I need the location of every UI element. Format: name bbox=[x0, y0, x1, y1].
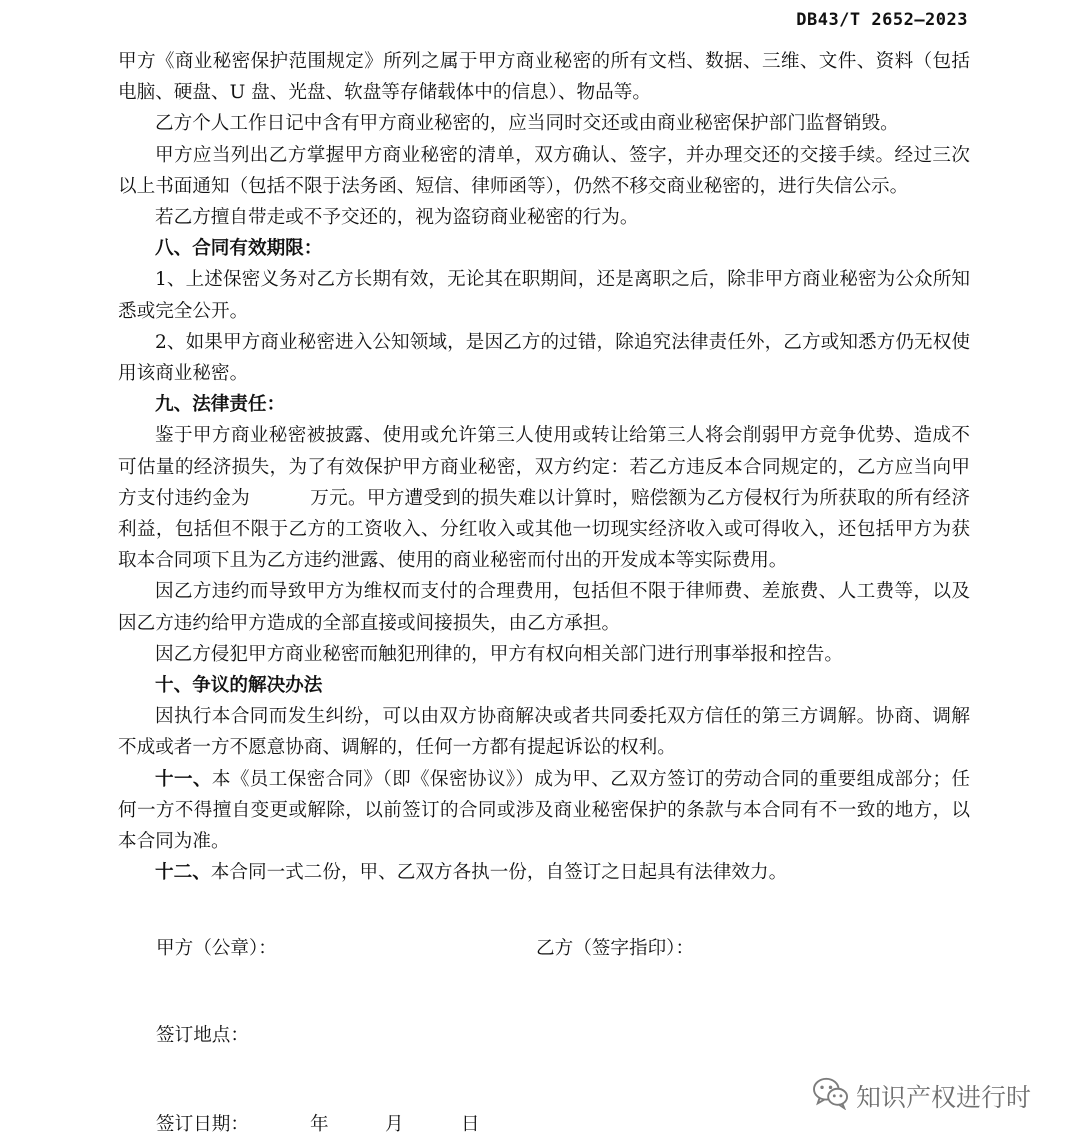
date-year-label: 年 bbox=[310, 1114, 329, 1135]
paragraph-materials: 甲方《商业秘密保护范围规定》所列之属于甲方商业秘密的所有文档、数据、三维、文件、资料（包括电脑、硬盘、U 盘、光盘、软盘等存储载体中的信息）、物品等。 bbox=[118, 51, 970, 104]
paragraph-8-2: 2、如果甲方商业秘密进入公知领域，是因乙方的过错，除追究法律责任外，乙方或知悉方仍无权使用该商业秘密。 bbox=[118, 331, 970, 385]
paragraph-9-1-part-b: 万元。甲方遭受到的损失难以计算时，赔偿额为乙方侵权行为所获取的所有经济利益，包括但不限于乙方的工资收入、分红收入或其他一切现实经济收入或可得收入，还包括甲方为获取本合同项下且为乙方违约泄露、使用的商业秘密而付出的开发成本等实际费用。 bbox=[118, 487, 970, 572]
signing-date-label: 签订日期： bbox=[156, 1114, 249, 1135]
paragraph-9-2: 因乙方违约而导致甲方为维权而支付的合理费用，包括但不限于律师费、差旅费、人工费等，以及因乙方违约给甲方造成的全部直接或间接损失，由乙方承担。 bbox=[118, 581, 970, 634]
paragraph-11-text: 本《员工保密合同》（即《保密协议》）成为甲、乙双方签订的劳动合同的重要组成部分；任何一方不得擅自变更或解除，以前签订的合同或涉及商业秘密保护的条款与本合同有不一致的地方，以本合同为准。 bbox=[118, 768, 970, 853]
paragraph-11 bbox=[118, 764, 970, 858]
paragraph-diary: 乙方个人工作日记中含有甲方商业秘密的，应当同时交还或由商业秘密保护部门监督销毁。 bbox=[155, 113, 899, 135]
heading-section-8: 八、合同有效期限： bbox=[155, 238, 323, 260]
watermark-text: 知识产权进行时 bbox=[856, 1083, 1032, 1112]
signing-place-label: 签订地点： bbox=[156, 1025, 249, 1046]
paragraph-10-1: 因执行本合同而发生纠纷，可以由双方协商解决或者共同委托双方信任的第三方调解。协商、调解不成或者一方不愿意协商、调解的，任何一方都有提起诉讼的权利。 bbox=[118, 706, 970, 759]
party-a-seal-label: 甲方（公章）： bbox=[156, 938, 277, 959]
paragraph-9-3: 因乙方侵犯甲方商业秘密而触犯刑律的，甲方有权向相关部门进行刑事举报和控告。 bbox=[155, 643, 843, 665]
paragraph-handover: 甲方应当列出乙方掌握甲方商业秘密的清单，双方确认、签字，并办理交还的交接手续。经过三次以上书面通知（包括不限于法务函、短信、律师函等），仍然不移交商业秘密的，进行失信公示。 bbox=[118, 144, 970, 197]
wechat-icon bbox=[812, 1076, 850, 1116]
contract-body bbox=[118, 46, 970, 888]
date-day-label: 日 bbox=[461, 1114, 480, 1135]
paragraph-12-text: 本合同一式二份，甲、乙双方各执一份，自签订之日起具有法律效力。 bbox=[210, 862, 788, 884]
heading-section-9: 九、法律责任： bbox=[155, 394, 286, 416]
document-code: DB43/T 2652—2023 bbox=[796, 10, 968, 30]
paragraph-theft: 若乙方擅自带走或不予交还的，视为盗窃商业秘密的行为。 bbox=[155, 207, 639, 229]
paragraph-12 bbox=[118, 857, 970, 888]
heading-section-12: 十二、 bbox=[155, 862, 211, 884]
paragraph-8-1: 1、上述保密义务对乙方长期有效，无论其在职期间，还是离职之后，除非甲方商业秘密为公众所知悉或完全公开。 bbox=[118, 269, 970, 322]
heading-section-10: 十、争议的解决办法 bbox=[155, 675, 323, 697]
paragraph-9-1-part-a: 鉴于甲方商业秘密被披露、使用或允许第三人使用或转让给第三人将会削弱甲方竞争优势、造成不可估量的经济损失，为了有效保护甲方商业秘密，双方约定：若乙方违反本合同规定的，乙方应当向甲方支付违约金为 bbox=[118, 425, 970, 509]
paragraph-9-1 bbox=[118, 420, 970, 576]
party-b-signature-label: 乙方（签字指印）： bbox=[536, 938, 695, 959]
date-month-label: 月 bbox=[385, 1114, 404, 1135]
heading-section-11: 十一、 bbox=[155, 768, 212, 790]
watermark bbox=[812, 1076, 1031, 1116]
